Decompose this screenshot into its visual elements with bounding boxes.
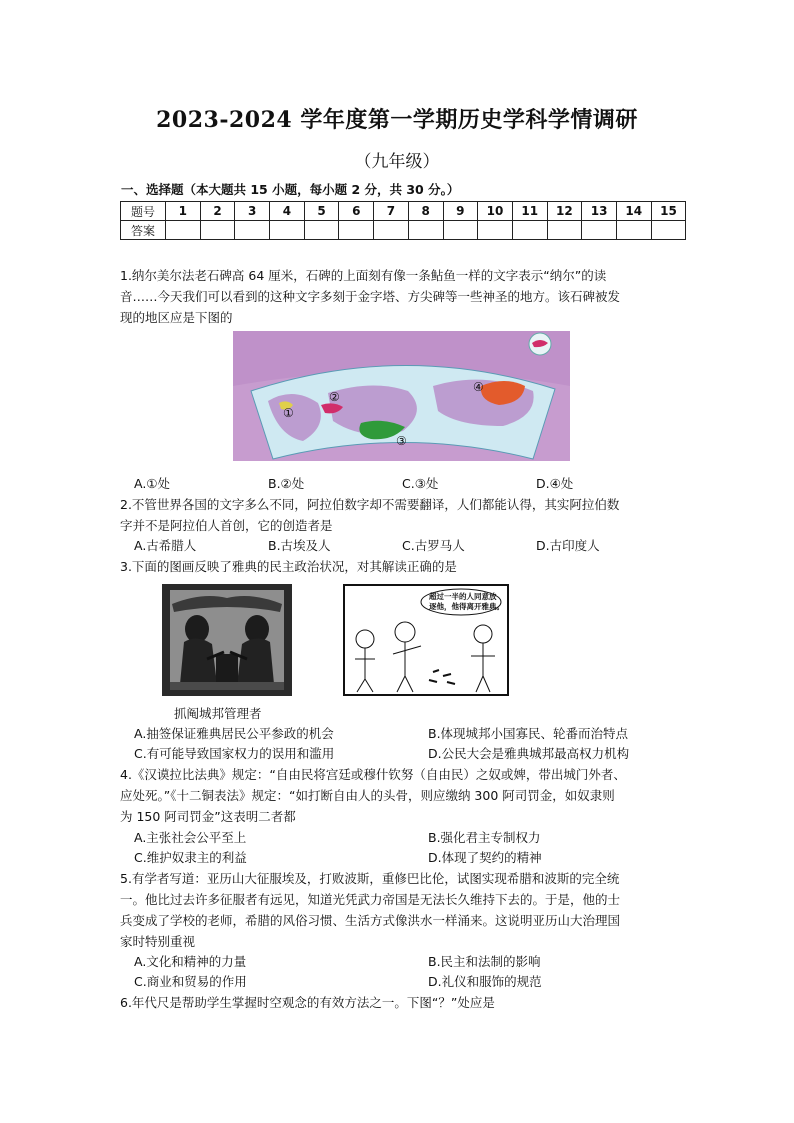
option-a[interactable]: A.主张社会公平至上 <box>134 830 247 845</box>
answer-cell[interactable] <box>304 221 339 240</box>
option-a[interactable]: A.①处 <box>134 476 171 491</box>
question-number: 15 <box>651 202 686 221</box>
answer-cell[interactable] <box>547 221 582 240</box>
answer-cell[interactable] <box>200 221 235 240</box>
answer-cell[interactable] <box>408 221 443 240</box>
world-map-figure <box>233 331 570 461</box>
option-c[interactable]: C.③处 <box>402 476 439 491</box>
answer-cell[interactable] <box>616 221 651 240</box>
option-c[interactable]: C.古罗马人 <box>402 538 465 553</box>
answer-cell[interactable] <box>270 221 305 240</box>
option-d[interactable]: D.古印度人 <box>536 538 600 553</box>
option-c[interactable]: C.商业和贸易的作用 <box>134 974 247 989</box>
answer-cell[interactable] <box>512 221 547 240</box>
q3-line: 3.下面的图画反映了雅典的民主政治状况，对其解读正确的是 <box>120 559 457 574</box>
option-d[interactable]: D.礼仪和服饰的规范 <box>428 974 542 989</box>
option-a[interactable]: A.文化和精神的力量 <box>134 954 247 969</box>
question-6-stem <box>120 992 680 1013</box>
option-c[interactable]: C.有可能导致国家权力的误用和滥用 <box>134 746 335 761</box>
question-number: 6 <box>339 202 374 221</box>
speech-bubble-line-2: 逐他，他得离开雅典。 <box>429 602 504 611</box>
option-d[interactable]: D.体现了契约的精神 <box>428 850 542 865</box>
answer-cell[interactable] <box>235 221 270 240</box>
answer-cell[interactable] <box>651 221 686 240</box>
image-caption: 抓阄城邦管理者 <box>174 706 262 721</box>
option-b[interactable]: B.体现城邦小国寡民、轮番而治特点 <box>428 726 629 741</box>
question-number: 11 <box>512 202 547 221</box>
question-number: 13 <box>582 202 617 221</box>
q5-line: 家时特别重视 <box>120 934 196 949</box>
q4-options-row-2 <box>134 848 722 868</box>
q2-line: 字并不是阿拉伯人首创，它的创造者是 <box>120 518 333 533</box>
q2-line: 2.不管世界各国的文字多么不同，阿拉伯数字却不需要翻译，人们都能认得，其实阿拉伯数 <box>120 497 620 512</box>
question-number: 9 <box>443 202 478 221</box>
q5-line: 一。他比过去许多征服者有远见，知道光凭武力帝国是无法长久维持下去的。于是，他的士 <box>120 892 621 907</box>
question-number: 4 <box>270 202 305 221</box>
answer-cell[interactable] <box>478 221 513 240</box>
question-number: 3 <box>235 202 270 221</box>
question-number: 12 <box>547 202 582 221</box>
q3-options-row-2 <box>134 744 722 764</box>
option-a[interactable]: A.古希腊人 <box>134 538 197 553</box>
question-2-stem <box>120 494 680 536</box>
row-label-answer: 答案 <box>121 221 166 240</box>
question-4-stem <box>120 764 680 827</box>
question-3-stem <box>120 556 680 577</box>
q5-options-row-1 <box>134 952 722 972</box>
q1-options <box>134 474 670 494</box>
option-a[interactable]: A.抽签保证雅典居民公平参政的机会 <box>134 726 334 741</box>
q3-options-row-1 <box>134 724 722 744</box>
map-marker-4: ④ <box>473 380 484 394</box>
speech-bubble-line-1: 超过一半的人同意放 <box>429 592 497 601</box>
q6-line: 6.年代尺是帮助学生掌握时空观念的有效方法之一。下图“？”处应是 <box>120 995 495 1010</box>
row-label-number: 题号 <box>121 202 166 221</box>
answer-table <box>120 201 686 240</box>
answer-cell[interactable] <box>374 221 409 240</box>
cartoon-ostracism-image <box>343 584 509 696</box>
answer-cell[interactable] <box>443 221 478 240</box>
exam-title: 2023-2024 学年度第一学期历史学科学情调研 <box>156 107 638 133</box>
q4-options-row-1 <box>134 828 722 848</box>
question-1-stem <box>120 265 680 328</box>
q2-options <box>134 536 670 556</box>
map-marker-1: ① <box>283 406 294 420</box>
greek-vase-image <box>162 584 292 696</box>
question-number: 1 <box>166 202 201 221</box>
answer-cell[interactable] <box>582 221 617 240</box>
grade-subtitle: （九年级） <box>354 152 440 172</box>
option-d[interactable]: D.公民大会是雅典城邦最高权力机构 <box>428 746 630 761</box>
option-b[interactable]: B.②处 <box>268 476 305 491</box>
question-5-stem <box>120 868 680 952</box>
q4-line: 4.《汉谟拉比法典》规定：“自由民将宫廷或穆什钦努（自由民）之奴或婢，带出城门外者、 <box>120 767 626 782</box>
answer-cell[interactable] <box>166 221 201 240</box>
option-d[interactable]: D.④处 <box>536 476 574 491</box>
option-b[interactable]: B.古埃及人 <box>268 538 331 553</box>
q4-line: 为 150 阿司罚金”这表明二者都 <box>120 809 296 824</box>
option-b[interactable]: B.民主和法制的影响 <box>428 954 541 969</box>
section-heading: 一、选择题（本大题共 15 小题，每小题 2 分，共 30 分。） <box>121 182 460 197</box>
option-c[interactable]: C.维护奴隶主的利益 <box>134 850 247 865</box>
question-number: 14 <box>616 202 651 221</box>
q4-line: 应处死。”《十二铜表法》规定：“如打断自由人的头骨，则应缴纳 300 阿司罚金，如奴隶则 <box>120 788 615 803</box>
option-b[interactable]: B.强化君主专制权力 <box>428 830 541 845</box>
answer-table-row-numbers <box>121 202 686 221</box>
map-marker-3: ③ <box>396 434 407 448</box>
q5-options-row-2 <box>134 972 722 992</box>
q1-line: 音……今天我们可以看到的这种文字多刻于金字塔、方尖碑等一些神圣的地方。该石碑被发 <box>120 289 621 304</box>
question-number: 7 <box>374 202 409 221</box>
answer-cell[interactable] <box>339 221 374 240</box>
question-number: 2 <box>200 202 235 221</box>
q5-line: 兵变成了学校的老师，希腊的风俗习惯、生活方式像洪水一样涌来。这说明亚历山大治理国 <box>120 913 621 928</box>
q1-line: 现的地区应是下图的 <box>120 310 233 325</box>
answer-table-row-answers <box>121 221 686 240</box>
q5-line: 5.有学者写道：亚历山大征服埃及，打败波斯，重修巴比伦，试图实现希腊和波斯的完全统 <box>120 871 620 886</box>
map-marker-2: ② <box>329 390 340 404</box>
question-number: 10 <box>478 202 513 221</box>
question-number: 8 <box>408 202 443 221</box>
question-number: 5 <box>304 202 339 221</box>
q1-line: 1.纳尔美尔法老石碑高 64 厘米，石碑的上面刻有像一条鲇鱼一样的文字表示“纳尔”的读 <box>120 268 607 283</box>
